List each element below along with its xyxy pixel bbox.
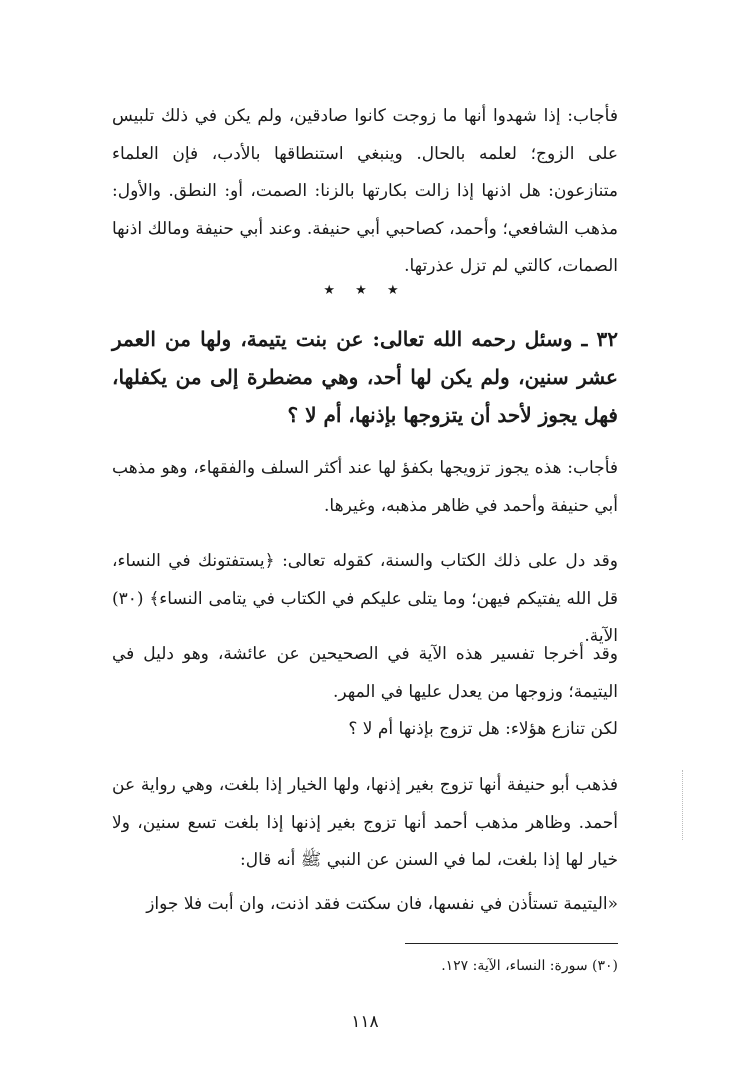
paragraph-evidence: وقد دل على ذلك الكتاب والسنة، كقوله تعالى: ﴿يستفتونك في النساء، قل الله يفتيكم فيهن؛ وما يتلى عليكم في الكتاب في يتامى النساء﴾ (٣٠) الآية. [112,551,618,646]
paragraph-dispute: لكن تنازع هؤلاء: هل تزوج بإذنها أم لا ؟ [348,719,618,739]
paragraph-answer-2: فأجاب: هذه يجوز تزويجها بكفؤ لها عند أكثر السلف والفقهاء، وهو مذهب أبي حنيفة وأحمد في ظاهر مذهبه، وغيرها. [112,458,618,516]
paragraph-madhhab: فذهب أبو حنيفة أنها تزوج بغير إذنها، ولها الخيار إذا بلغت، وهي رواية عن أحمد. وظاهر مذهب أحمد أنها تزوج بغير إذنها إذا بلغت تسع سنين، ولا خيار لها إذا بلغت، لما في السنن عن النبي ﷺ أنه قال: [112,775,618,870]
paragraph-answer-1: فأجاب: إذا شهدوا أنها ما زوجت كانوا صادقين، ولم يكن في ذلك تلبيس على الزوج؛ لعلمه بالحال. وينبغي استنطاقها بالأدب، فإن العلماء متنازعون: هل اذنها إذا زالت بكارتها بالزنا: الصمت، أو: النطق. والأول: مذهب الشافعي؛ وأحمد، كصاحبي أبي حنيفة. وعند أبي حنيفة ومالك اذنها الصمات، كالتي لم تزل عذرتها. [112,106,618,276]
footnote: (٣٠) سورة: النساء، الآية: ١٢٧. [441,958,618,974]
section-separator-stars: ★ ★ ★ [323,283,407,298]
paragraph-tafsir: وقد أخرجا تفسير هذه الآية في الصحيحين عن عائشة، وهو دليل في اليتيمة؛ وزوجها من يعدل عليها في المهر. [112,644,618,702]
paragraph-hadith: «اليتيمة تستأذن في نفسها، فان سكتت فقد اذنت، وان أبت فلا جواز [146,894,618,914]
footnote-divider [405,943,618,944]
question-heading: ٣٢ ـ وسئل رحمه الله تعالى: عن بنت يتيمة، ولها من العمر عشر سنين، ولم يكن لها أحد، وهي مضطرة إلى من يكفلها، فهل يجوز لأحد أن يتزوجها بإذنها، أم لا ؟ [112,327,618,427]
page-number: ١١٨ [351,1012,379,1032]
margin-dotted-mark [682,770,683,840]
